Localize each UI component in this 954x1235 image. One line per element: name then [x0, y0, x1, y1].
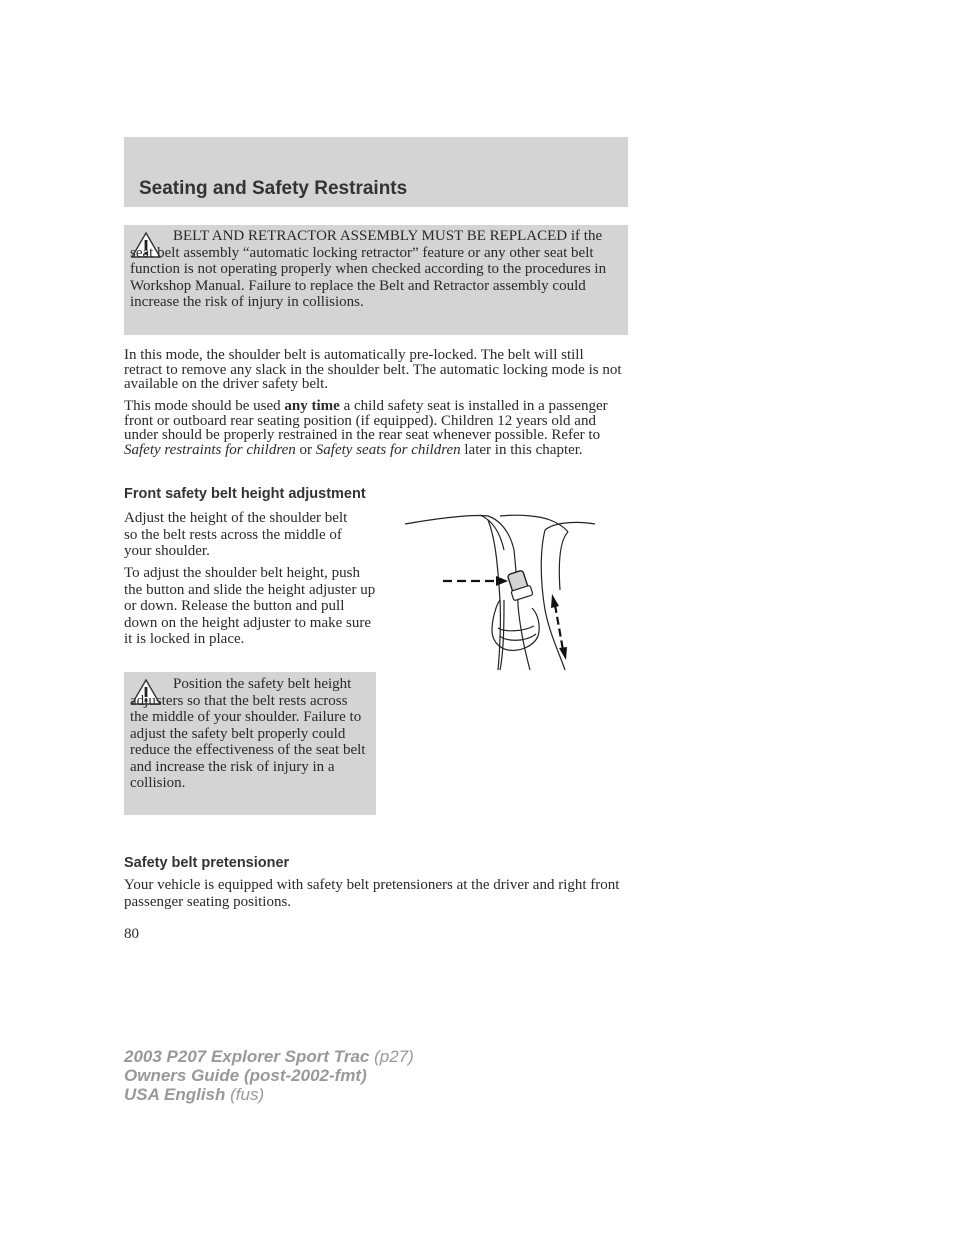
- text-span: This mode should be used: [124, 398, 285, 414]
- subheading-pretensioner: Safety belt pretensioner: [124, 855, 290, 871]
- footer-language: USA English: [124, 1085, 226, 1104]
- section-title: Seating and Safety Restraints: [139, 178, 408, 199]
- bold-emphasis: any time: [284, 398, 340, 414]
- paragraph-adjust-height: Adjust the height of the shoulder belt so the belt rests across the middle of your shoulder.: [124, 510, 348, 559]
- footer-line-2: [124, 1066, 414, 1085]
- paragraph-pretensioner: Your vehicle is equipped with safety belt pretensioners at the driver and right front passenger seating positions.: [124, 877, 620, 910]
- text-span: a child safety seat is installed in a passenger front or outboard rear seating position (if equipped). Children 12 years old and under should be properly restrained in the rear seat whenever possible. Refer to: [124, 398, 608, 444]
- belt-height-adjuster-illustration: [400, 510, 600, 675]
- footer-guide: Owners Guide (post-2002-fmt): [124, 1066, 367, 1085]
- footer-lang-code: (fus): [230, 1085, 265, 1104]
- text-span: later in this chapter.: [460, 441, 583, 458]
- warning-box-belt-position: [124, 672, 376, 815]
- document-footer: [124, 1047, 414, 1104]
- text-span: or: [295, 441, 316, 458]
- footer-line-1: [124, 1047, 414, 1066]
- cross-reference: Safety restraints for children: [124, 441, 296, 458]
- paragraph-child-seat-mode: [124, 399, 624, 457]
- warning-box-belt-replacement: [124, 225, 628, 335]
- footer-code: (p27): [374, 1047, 414, 1066]
- warning-text: Position the safety belt height adjusters so that the belt rests across the middle of your shoulder. Failure to adjust the safety belt properly could reduce the effectiveness of the seat belt and increase the risk of injury in a collision.: [130, 676, 366, 791]
- paragraph-adjust-procedure: To adjust the shoulder belt height, push the button and slide the height adjuster up or down. Release the button and pull down on the height adjuster to make sure it is locked in place.: [124, 565, 376, 647]
- subheading-belt-height-adjustment: Front safety belt height adjustment: [124, 486, 366, 502]
- footer-line-3: [124, 1085, 414, 1104]
- cross-reference: Safety seats for children: [315, 441, 461, 458]
- paragraph-automatic-locking-mode: In this mode, the shoulder belt is automatically pre-locked. The belt will still retract to remove any slack in the shoulder belt. The automatic locking mode is not available on the driver safety belt.: [124, 347, 622, 393]
- footer-model: 2003 P207 Explorer Sport Trac: [124, 1047, 370, 1066]
- warning-text: BELT AND RETRACTOR ASSEMBLY MUST BE REPLACED if the seat belt assembly “automatic locking retractor” feature or any other seat belt function is not operating properly when checked according to the procedures in Workshop Manual. Failure to replace the Belt and Retractor assembly could increase the risk of injury in collisions.: [130, 228, 607, 310]
- page-number: 80: [124, 926, 139, 942]
